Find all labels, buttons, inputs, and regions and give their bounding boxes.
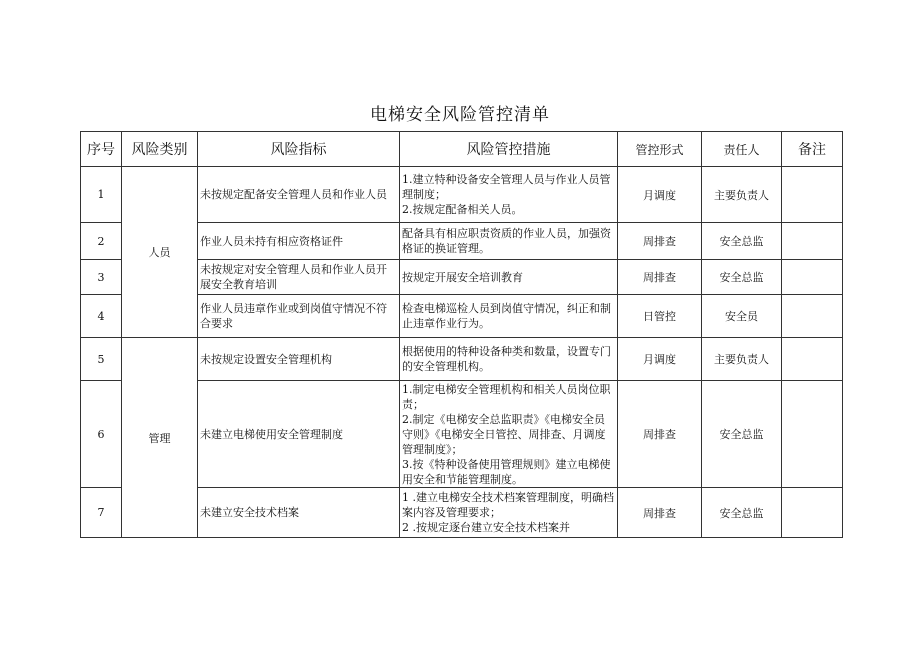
measure-line: 根据使用的特种设备种类和数量，设置专门的安全管理机构。: [402, 345, 611, 373]
control-measures: [400, 381, 618, 488]
row-number: 7: [81, 488, 122, 538]
row-number: 1: [81, 167, 122, 223]
measure-line: 按规定开展安全培训教育: [402, 270, 523, 284]
header-category: 风险类别: [122, 132, 198, 167]
responsible-person: 安全总监: [702, 488, 782, 538]
remarks-cell: [782, 260, 843, 295]
category-cell-personnel: 人员: [122, 167, 198, 338]
remarks-cell: [782, 488, 843, 538]
responsible-person: 安全总监: [702, 260, 782, 295]
table-row: [81, 167, 843, 223]
header-form: 管控形式: [618, 132, 702, 167]
measure-line: 1.建立特种设备安全管理人员与作业人员管理制度；: [402, 173, 611, 201]
responsible-person: 安全总监: [702, 223, 782, 260]
control-measures: [400, 223, 618, 260]
header-row: [81, 132, 843, 167]
responsible-person: 主要负责人: [702, 338, 782, 381]
control-form: 月调度: [618, 338, 702, 381]
risk-indicator: 未按规定对安全管理人员和作业人员开展安全教育培训: [198, 260, 400, 295]
header-indicator: 风险指标: [198, 132, 400, 167]
risk-control-table: [80, 131, 843, 538]
header-measures: 风险管控措施: [400, 132, 618, 167]
row-number: 3: [81, 260, 122, 295]
table-row: [81, 338, 843, 381]
control-form: 周排查: [618, 223, 702, 260]
header-no: 序号: [81, 132, 122, 167]
risk-indicator: 作业人员违章作业或到岗值守情况不符合要求: [198, 295, 400, 338]
page-title: 电梯安全风险管控清单: [370, 105, 550, 125]
measure-line: 1.制定电梯安全管理机构和相关人员岗位职责；: [402, 382, 611, 411]
measure-line: 1 .建立电梯安全技术档案管理制度，明确档案内容及管理要求；: [402, 491, 614, 519]
measure-line: 2 .按规定逐台建立安全技术档案并: [402, 521, 570, 534]
row-number: 2: [81, 223, 122, 260]
measure-line: 2.制定《电梯安全总监职责》《电梯安全员守则》《电梯安全日管控、周排查、月调度管理制度》；: [402, 412, 606, 456]
header-owner: 责任人: [702, 132, 782, 167]
header-remarks: 备注: [782, 132, 843, 167]
row-number: 4: [81, 295, 122, 338]
measure-line: 2.按规定配备相关人员。: [402, 203, 523, 216]
remarks-cell: [782, 167, 843, 223]
control-form: 月调度: [618, 167, 702, 223]
risk-indicator: 未按规定配备安全管理人员和作业人员: [198, 167, 400, 223]
responsible-person: 主要负责人: [702, 167, 782, 223]
remarks-cell: [782, 295, 843, 338]
responsible-person: 安全总监: [702, 381, 782, 488]
measure-line: 检查电梯巡检人员到岗值守情况，纠正和制止违章作业行为。: [402, 302, 611, 330]
control-measures: [400, 167, 618, 223]
row-number: 5: [81, 338, 122, 381]
control-form: 日管控: [618, 295, 702, 338]
control-form: 周排查: [618, 488, 702, 538]
control-form: 周排查: [618, 260, 702, 295]
control-measures: [400, 338, 618, 381]
risk-indicator: 未建立电梯使用安全管理制度: [198, 381, 400, 488]
risk-indicator: 作业人员未持有相应资格证件: [198, 223, 400, 260]
responsible-person: 安全员: [702, 295, 782, 338]
control-measures: [400, 488, 618, 538]
control-measures: [400, 295, 618, 338]
remarks-cell: [782, 338, 843, 381]
control-measures: [400, 260, 618, 295]
measure-line: 3.按《特种设备使用管理规则》建立电梯使用安全和节能管理制度。: [402, 457, 611, 486]
remarks-cell: [782, 381, 843, 488]
row-number: 6: [81, 381, 122, 488]
risk-indicator: 未建立安全技术档案: [198, 488, 400, 538]
category-cell-management: 管理: [122, 338, 198, 538]
measure-line: 配备具有相应职责资质的作业人员，加强资格证的换证管理。: [402, 227, 611, 255]
risk-indicator: 未按规定设置安全管理机构: [198, 338, 400, 381]
remarks-cell: [782, 223, 843, 260]
control-form: 周排查: [618, 381, 702, 488]
